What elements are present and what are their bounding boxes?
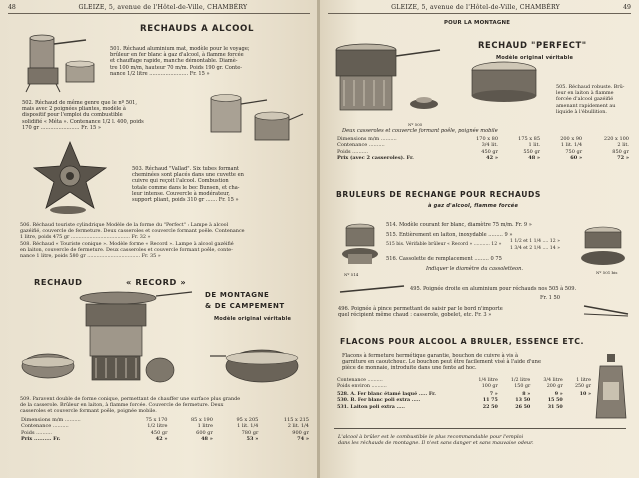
- spec-label: Poids environ ..........: [337, 384, 387, 390]
- spec-cell: 26 50: [515, 403, 531, 410]
- figure-label-501bis: Nº 501 bis: [596, 270, 618, 275]
- spec-label: 531. Laiton poli extra .....: [337, 403, 405, 410]
- spec-label: Prix (avec 2 casseroles). Fr.: [337, 155, 414, 162]
- spec-cell: 1 litre: [197, 423, 213, 430]
- item-509-line: casseroles et couvercle formant poêle, poignée mobile.: [20, 408, 157, 415]
- flacon-specs-table: [334, 378, 594, 410]
- spec-cell: 7 »: [489, 390, 498, 397]
- spec-cell: 1/4 litre: [478, 378, 498, 383]
- item-514: 514. Modèle courant fer blanc, diamètre 75 m/m. Fr. 9 »: [386, 222, 532, 228]
- spec-cell: 1 lit. 1/4: [237, 423, 259, 430]
- spec-cell: 42 »: [486, 155, 498, 162]
- item-501-line: tre 100 m/m, hauteur 70 m/m. Poids 190 gr. Conte-: [110, 64, 242, 71]
- flacon-description: [342, 353, 592, 372]
- flacon-line: garniture en caoutchouc. Le bouchon peut être facilement visé à l'aide d'une: [342, 359, 541, 366]
- table-row: [18, 436, 312, 442]
- spec-cell: 200 gr: [546, 384, 563, 390]
- item-503-line: cuivre qui reçoit l'alcool. Combustion: [132, 178, 229, 185]
- spec-cell: 11 75: [482, 397, 498, 404]
- spec-cell: 450 gr: [481, 148, 498, 155]
- item-505-description: [556, 84, 636, 115]
- item-501-line: brûleur en fer blanc à gaz d'alcool, à flamme forcée: [110, 52, 244, 59]
- perfect-caption: Deux casseroles et couvercle formant poêle, poignée mobile: [342, 128, 498, 134]
- item-496-line: quel récipient même chaud : casserole, gobelet, etc. Fr. 3 »: [338, 312, 492, 319]
- spec-label: Dimensions m/m ..........: [337, 136, 397, 142]
- record-subtitle-b: & DE CAMPEMENT: [205, 302, 285, 310]
- item-508-line: nance 1 litre, poids 580 gr .................................. Fr. 35 »: [20, 253, 161, 260]
- burner-subtitle: à gaz d'alcool, flamme forcée: [428, 203, 519, 209]
- item-509-description: [20, 396, 312, 415]
- record-specs-table: [18, 417, 312, 443]
- spec-cell: [566, 404, 594, 410]
- item-495: 495. Poignée droite en aluminium pour réchauds nos 505 à 509.: [410, 286, 577, 292]
- item-508-line: 508. Réchaud « Touriste conique ». Modèle forme « Record ». Lampe à alcool gazéifié: [20, 240, 234, 247]
- spec-cell: 750 gr: [565, 148, 583, 155]
- record-title-b: « RECORD »: [126, 277, 187, 287]
- spec-cell: 1/2 litre: [147, 423, 168, 430]
- spec-cell: 13 50: [515, 397, 531, 404]
- figure-label-514: Nº 514: [344, 272, 359, 277]
- spec-cell: 900 gr: [292, 429, 309, 436]
- spec-label: Poids ..........: [21, 429, 53, 436]
- item-501-line: et chauffage rapide, manche démontable. Diamè-: [110, 58, 238, 65]
- item-502-description: [22, 100, 202, 131]
- clamp-handle-496-illustration: [582, 300, 632, 324]
- perfect-specs-table: [334, 136, 632, 162]
- right-page-number: 49: [623, 4, 631, 11]
- burner-note: Indiquer le diamètre du cassoletteon.: [426, 266, 524, 272]
- item-502-line: mais avec 2 poignées pliantes, modèle à: [22, 106, 126, 113]
- right-running-header: [328, 4, 631, 14]
- handle-495-illustration: [338, 282, 408, 296]
- spec-label: Contenance ..........: [337, 142, 385, 149]
- spec-label: Contenance ..........: [337, 378, 383, 383]
- spec-cell: 48 »: [528, 155, 541, 162]
- flacon-line: pièce de monnaie, introduite dans une fente ad hoc.: [342, 365, 477, 372]
- item-508-line: en laiton, couvercle de fermeture. Deux casseroles et couvercle formant poêle, conte-: [20, 246, 233, 253]
- item-501-line: 501. Réchaud aluminium mat, modèle pour le voyage;: [110, 46, 250, 52]
- item-506-line: 1 litre, poids 475 gr ...................................... Fr. 32 »: [20, 234, 151, 241]
- stove-502-illustration: [205, 88, 305, 150]
- item-503-line: cheminées sont placés dans une cuvette en: [132, 172, 244, 179]
- spec-cell: 75 x 170: [145, 417, 168, 423]
- item-502-line: dispositif pour l'emploi du combustible: [22, 112, 123, 119]
- footer-divider: [334, 428, 626, 429]
- item-516: 516. Cassolette de remplacement ......... 0 75: [386, 256, 502, 262]
- spec-cell: 450 gr: [150, 429, 168, 436]
- footer-line: dans les réchauds de montagne. Il n'est sans danger et sans mauvaise odeur.: [338, 440, 534, 447]
- footer-line: L'alcool à brûler est le combustible le plus recommandable pour l'emploi: [338, 434, 524, 440]
- spec-label: 528. A. Fer blanc étamé laqué ..... Fr.: [337, 390, 436, 397]
- spec-cell: 22 50: [482, 403, 498, 410]
- spec-cell: 250 gr: [574, 384, 591, 390]
- left-page-number: 48: [8, 4, 16, 11]
- item-515: 515. Entièrement en laiton, inoxydable ......... 9 »: [386, 232, 513, 238]
- spec-cell: 100 gr: [481, 384, 498, 390]
- spec-label: 530. B. Fer blanc poli extra .....: [337, 397, 421, 404]
- spec-cell: 2 lit. 1/4: [287, 423, 309, 430]
- spec-cell: 1 lit. 1/4: [560, 142, 583, 149]
- item-509-line: de la casserole. Brûleur en laiton, à flamme forcée. Couvercle de fermeture. Deux: [20, 402, 224, 409]
- spec-cell: 3/4 lit.: [481, 142, 498, 149]
- section-title-rechauds-alcool: RECHAUDS A ALCOOL: [140, 24, 255, 34]
- item-506-line: gazéifié, couvercle de fermeture. Deux casseroles et couvercle formant poêle. Contenance: [20, 228, 245, 235]
- item-505-line: leur en laiton à flamme: [556, 90, 614, 97]
- burner-514-illustration: [338, 220, 382, 272]
- spec-cell: 48 »: [201, 436, 213, 443]
- item-509-line: 509. Paravent double de forme conique, permettant de chauffer une surface plus grande: [20, 396, 241, 402]
- item-505-line: liquide à l'ébullition.: [556, 108, 607, 115]
- item-502-line: solidifié « Méta ». Contenance 1/2 l. 400, poids: [22, 118, 144, 125]
- spec-cell: 115 x 215: [283, 417, 309, 423]
- burner-title: BRULEURS DE RECHANGE POUR RECHAUDS: [336, 190, 541, 199]
- spec-cell: 31 50: [547, 403, 563, 410]
- flacon-line: Flacons à fermeture hermétique garantie, bouchon de cuivre à vis à: [342, 353, 519, 359]
- item-515-sizes-b: 1 3/4 et 2 1/4 .... 14 »: [510, 246, 560, 251]
- spec-cell: 550 gr: [523, 148, 541, 155]
- item-503-line: totale comme dans le bec Bunsen, et cha-: [132, 184, 240, 191]
- item-503-line: 503. Réchaud "Vallad". Six tubes formant: [132, 166, 239, 172]
- top-label: POUR LA MONTAGNE: [444, 20, 511, 26]
- spec-cell: 850 gr: [612, 148, 629, 155]
- item-502-line: 170 gr ........................ Fr. 15 »: [22, 124, 101, 131]
- spec-cell: 2 lit.: [617, 142, 629, 149]
- item-506-line: 506. Réchaud touriste cylindrique Modèle de la forme du "Perfect" : Lampe à alcool: [20, 222, 229, 228]
- spec-label: Dimensions m/m ..........: [21, 417, 81, 423]
- record-title-a: RECHAUD: [34, 277, 83, 287]
- spec-cell: 15 50: [547, 397, 563, 404]
- item-502-line: 502. Réchaud de même genre que le nº 501,: [22, 100, 138, 106]
- spec-cell: 3/4 litre: [543, 378, 563, 383]
- spec-cell: 10 »: [579, 390, 591, 397]
- spec-label: Prix .......... Fr.: [21, 436, 61, 443]
- item-501-line: nance 1/2 litre ........................ Fr. 15 »: [110, 70, 210, 77]
- spec-cell: 600 gr: [196, 429, 213, 436]
- spec-cell: 780 gr: [241, 429, 259, 436]
- record-stove-illustration: [20, 286, 310, 398]
- spec-cell: 9 »: [554, 390, 563, 397]
- figure-label-505: Nº 505: [408, 122, 423, 127]
- item-503-line: leur intense. Couvercle à modérateur,: [132, 190, 230, 197]
- table-row: [334, 155, 632, 161]
- table-row: [334, 404, 594, 410]
- item-505-line: amenant rapidement au: [556, 102, 616, 109]
- burner-501bis-illustration: [578, 222, 628, 270]
- item-496-line: 496. Poignée à pince permettant de saisir par le bord n'importe: [338, 306, 503, 312]
- left-running-header: [8, 4, 310, 14]
- spec-label: Poids ..........: [337, 148, 369, 155]
- spec-cell: 74 »: [297, 436, 309, 443]
- stove-501-illustration: [24, 30, 104, 94]
- spec-cell: 53 »: [246, 436, 259, 443]
- right-page: [320, 0, 639, 478]
- spec-label: Contenance ..........: [21, 423, 69, 430]
- footer-note: [338, 434, 628, 446]
- spec-cell: 220 x 100: [603, 136, 629, 142]
- spec-cell: 8 »: [522, 390, 531, 397]
- item-503-line: support pliant, poids 310 gr ....... Fr. 15 »: [132, 197, 239, 204]
- record-note: Modèle original véritable: [214, 316, 292, 322]
- left-header-text: GLEIZE, 5, avenue de l'Hôtel-de-Ville, CHAMBÉRY: [78, 4, 248, 11]
- item-501-description: [110, 46, 310, 77]
- item-515-sizes-a: 1 1/2 et 1 1/4 .... 12 »: [510, 239, 560, 244]
- left-page: [0, 0, 318, 478]
- item-495-price: Fr. 1 50: [540, 295, 560, 301]
- item-506-508-description: [20, 222, 312, 259]
- spec-cell: 175 x 85: [518, 136, 541, 142]
- item-515-bis: 515 bis. Vérifable brûleur « Record » ........... 12 »: [386, 242, 502, 247]
- right-header-text: GLEIZE, 5, avenue de l'Hôtel-de-Ville, CHAMBÉRY: [391, 4, 560, 11]
- perfect-title: RECHAUD "PERFECT": [478, 40, 587, 50]
- item-503-description: [132, 166, 312, 203]
- spec-cell: 150 gr: [514, 384, 531, 390]
- spec-cell: 72 »: [617, 155, 629, 162]
- spec-cell: 1 lit.: [528, 142, 541, 149]
- spec-cell: 85 x 190: [191, 417, 213, 423]
- perfect-note: Modèle original véritable: [496, 55, 574, 61]
- spec-cell: 42 »: [155, 436, 168, 443]
- flacon-title: FLACONS POUR ALCOOL A BRULER, ESSENCE ETC.: [340, 337, 585, 346]
- item-505-line: 505. Réchaud robuste. Brû-: [556, 84, 625, 90]
- record-subtitle-a: DE MONTAGNE: [205, 291, 270, 299]
- flask-illustration: [592, 352, 630, 422]
- spec-cell: 200 x 90: [560, 136, 583, 142]
- spec-cell: 1 litre: [576, 378, 591, 383]
- spec-cell: 60 »: [570, 155, 583, 162]
- spec-cell: 1/2 litre: [510, 378, 531, 383]
- item-505-line: forcée d'alcool gazéifié: [556, 96, 614, 103]
- spec-cell: 95 x 205: [236, 417, 259, 423]
- item-496-description: [338, 306, 578, 318]
- spec-cell: 170 x 80: [476, 136, 498, 142]
- perfect-stove-illustration: [332, 40, 542, 122]
- stove-503-vallad-illustration: [28, 138, 112, 216]
